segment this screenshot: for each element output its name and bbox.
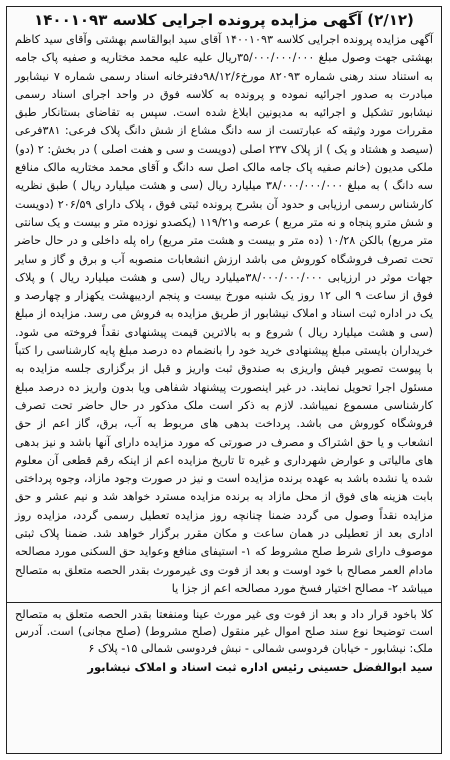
notice-body-paragraph: آگهی مزایده پرونده اجرایی کلاسه ۱۴۰۰۱۰۹۳ آقای سید ابوالقاسم بهشتی وآقای سید کاظم بهشتی جهت وصول مبلغ ۳۵/۰۰۰/۰۰۰/۰۰۰ریال علیه علیه محمد مختاریه و صفیه پاک جامه به استناد سند رهنی شماره ۸۲۰۹۳ مورخ۹۸/۱۲/۶دفترخانه اسناد رسمی شماره ۷ نیشابور مبادرت به صدور اجرائیه نموده و پرونده به کلاسه فوق در واحد اجرای اسناد رسمی نیشابور تشکیل و اجرائیه به مدیونین ابلاغ شده است. سپس به تقاضای بستانکار طبق مقررات مورد وثیقه که عبارتست از سه دانگ مشاع از شش دانگ پلاک فرعی: ۳۸۱فرعی (سیصد و هشتاد و یک ) از پلاک ۲۳۷ اصلی (دویست و سی و هفت اصلی ) در بخش: ۲ (دو) ملکی مدیون (خانم صفیه پاک جامه مالک اصل سه دانگ و آقای محمد مختاریه مالک منافع سه دانگ ) به مبلغ ۳۸/۰۰۰/۰۰۰/۰۰۰ میلیارد ریال (سی و هشت میلیارد ریال ) طبق نظریه کارشناس رسمی ارزیابی و حدود آن بشرح پرونده ثبتی فوق ، پلاک دارای ۲۰۶/۵۹ (دویست و شش مترو پنجاه و نه متر مربع ) عرصه و۱۱۹/۲۱ (یکصدو نوزده متر و بیست و یک سانتی متر مربع) بالکن ۱۰/۲۸ (ده متر و بیست و هشت متر مربع) راه پله داخلی و در حال حاضر تحت تصرف فروشگاه کوروش می باشد ارزش انشعابات منصوبه آب و برق و گاز و سایر جهات موثر در ارزیابی ۳۸/۰۰۰/۰۰۰/۰۰۰میلیارد ریال (سی و هشت میلیارد ریال ) و پلاک فوق از ساعت ۹ الی ۱۲ روز یک شنبه مورخ بیست و پنجم اردیبهشت یکهزار و چهارصد و یک در اداره ثبت اسناد و املاک نیشابور از طریق مزایده به فروش می رسد. مزایده از مبلغ (سی و هشت میلیارد ریال ) شروع و به بالاترین قیمت پیشنهادی نقداً فروخته می شود. خریداران بایستی مبلغ پیشنهادی خرید خود را بانضمام ده درصد مبلغ پایه کارشناسی را کتباً با پیوست تصویر فیش واریزی به صندوق ثبت واریز و قبل از برگزاری جلسه مزایده به مسئول اجرا تحویل نمایند. در غیر اینصورت پیشنهاد شفاهی ویا بدون واریز ده درصد مبلغ کارشناسی مسموع نمیباشد. لازم به ذکر است ملک مذکور در حال حاضر تحت تصرف فروشگاه کوروش می باشد. پرداخت بدهی های مربوط به آب، برق، گاز اعم از حق انشعاب و یا حق اشتراک و مصرف در صورتی که مورد مزایده دارای آنها باشد و نیز بدهی های مالیاتی و عوارض شهرداری و غیره تا تاریخ مزایده اعم از اینکه رقم قطعی آن معلوم شده یا نشده باشد به عهده برنده مزایده است و نیز در صورت وجود مازاد، وجوه پرداختی بابت هزینه های فوق از محل مازاد به برنده مزایده مسترد خواهد شد و نیم عشر و حق مزایده نقداً وصول می گردد ضمنا چنانچه روز مزایده تعطیل رسمی گردد، مزایده روز اداری بعد از تعطیلی در همان ساعت و مکان مقرر برگزار خواهد شد. ضمنا پلاک ثبتی موصوف دارای شرط صلح مشروط که ۱- استیفای منافع وعواید حق السکنی مورد مصالحه مادام العمر مصالح با خود اوست و بعد از فوت وی غیرمورث بقدر الحصه متعلق به متصالح میباشد ۲- مصالح اختیار فسخ مورد مصالحه اعم از جزا یا <box>15 33 434 595</box>
notice-footer-paragraph: کلا باخود قرار داد و بعد از فوت وی غیر مورث عینا ومنفعتا بقدر الحصه متعلق به متصالح است توضیحا نوع سند صلح اموال غیر منقول (صلح مشروط) (صلح مجانی) است. آدرس ملک: نیشابور - خیابان فردوسی شمالی - نبش فردوسی شمالی ۱۵- پلاک ۶ <box>15 608 433 656</box>
auction-notice <box>6 6 442 754</box>
notice-signature: سید ابوالفضل حسینی رئیس اداره ثبت اسناد و املاک نیشابور <box>87 660 433 675</box>
notice-footer <box>7 603 441 676</box>
notice-body <box>7 31 441 598</box>
notice-title: (۲/۱۲) آگهی مزایده پرونده اجرایی کلاسه ۱۴۰۰۱۰۹۳ <box>34 11 414 29</box>
